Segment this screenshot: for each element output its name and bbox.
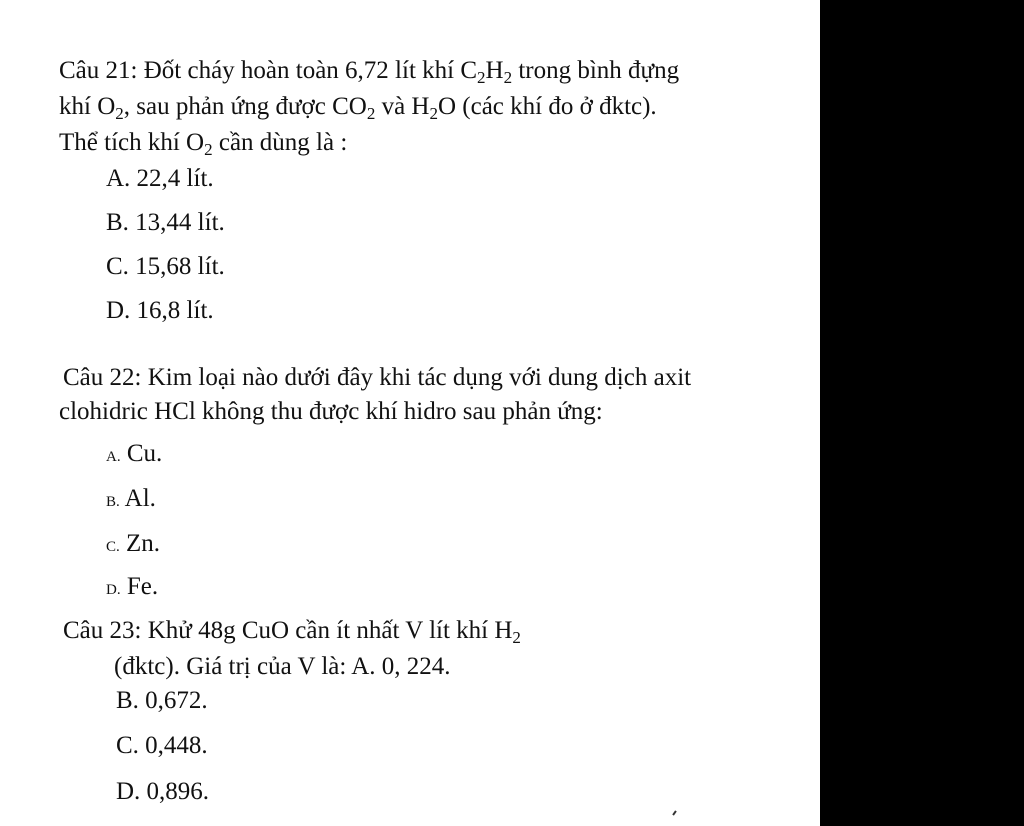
q23-line-2: (đktc). Giá trị của V là: A. 0, 224. [114,653,451,680]
q21-option-c: C. 15,68 lít. [106,253,225,280]
q22-option-d: D. Fe. [106,573,159,600]
q21-line-1: Câu 21: Đốt cháy hoàn toàn 6,72 lít khí $C_2H_2$ trong bình đựng [59,57,680,87]
q22-line-1: Câu 22: Kim loại nào dưới đây khi tác dụng với dung dịch axit [63,364,692,391]
q21-line-3: Thể tích khí $O_2$ cần dùng là : [59,129,348,159]
q21-line-2: khí $O_2$, sau phản ứng được $CO_2$ và $H_2O$ (các khí đo ở đktc). [59,93,657,123]
q21-option-b: B. 13,44 lít. [106,209,225,236]
right-black-panel [820,0,1024,826]
q21-option-d: D. 16,8 lít. [106,297,214,324]
q22-option-c: C. Zn. [106,530,161,557]
stray-mark [672,810,677,815]
q21-option-a: A. 22,4 lít. [106,165,214,192]
q22-option-b: B. Al. [106,485,156,512]
q23-option-b: B. 0,672. [116,687,208,714]
q22-option-a: A. Cu. [106,440,163,467]
q22-line-2: clohidric HCl không thu được khí hidro sau phản ứng: [59,398,603,425]
q23-line-1: Câu 23: Khử 48g CuO cần ít nhất V lít khí $H_2$ [63,617,521,647]
q23-option-d: D. 0,896. [116,778,210,805]
q23-option-c: C. 0,448. [116,732,208,759]
